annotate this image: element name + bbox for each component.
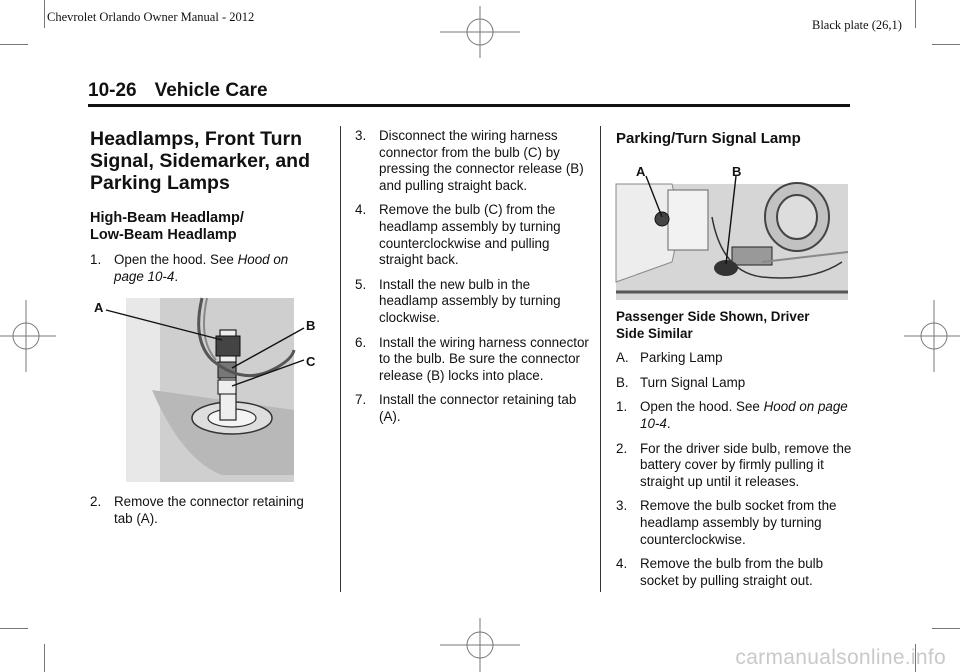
figure-label-a: A	[94, 300, 104, 315]
figure-label-b: B	[306, 318, 316, 333]
legend-a: A. Parking Lamp	[616, 350, 723, 366]
figure-caption: Passenger Side Shown, Driver Side Similar	[616, 309, 810, 341]
hood-link[interactable]: Hood on page 10-4	[114, 252, 289, 284]
step-6: 6. Install the wiring harness connector to the bulb. Be sure the connector release (B) locks into place.	[355, 334, 589, 383]
page-header	[88, 80, 268, 102]
headlamp-figure	[92, 290, 322, 484]
plate-label: Black plate (26,1)	[812, 18, 902, 32]
parking-lamp-heading: Parking/Turn Signal Lamp	[616, 130, 801, 147]
step-2: 2. For the driver side bulb, remove the battery cover by firmly pulling it straight up until it releases.	[616, 440, 852, 489]
column-1	[90, 128, 320, 293]
figure-label-b: B	[732, 164, 742, 179]
section-heading: Headlamps, Front Turn Signal, Sidemarker, and Parking Lamps	[90, 128, 311, 194]
column-divider-left	[340, 126, 341, 592]
legend-b: B. Turn Signal Lamp	[616, 374, 746, 390]
parking-lamp-figure	[612, 162, 850, 302]
column-1-lower	[90, 494, 320, 535]
step-3: 3. Remove the bulb socket from the headlamp assembly by turning counterclockwise.	[616, 498, 837, 547]
step-1: 1. Open the hood. See Hood on page 10-4.	[616, 399, 848, 431]
manual-title: Chevrolet Orlando Owner Manual - 2012	[47, 10, 255, 24]
step-3: 3. Disconnect the wiring harness connector from the bulb (C) by pressing the connector release (B) and pulling straight back.	[355, 128, 584, 193]
step-7: 7. Install the connector retaining tab (A).	[355, 392, 577, 424]
column-3-text	[616, 309, 852, 597]
step-4: 4. Remove the bulb from the bulb socket by pulling straight out.	[616, 556, 824, 588]
subsection-heading: High-Beam Headlamp/ Low-Beam Headlamp	[90, 210, 244, 243]
header-rule	[88, 104, 850, 107]
step-2: 2. Remove the connector retaining tab (A).	[90, 494, 304, 526]
column-2	[355, 128, 591, 434]
column-divider-right	[600, 126, 601, 592]
figure-label-a: A	[636, 164, 646, 179]
watermark: carmanualsonline.info	[735, 646, 946, 669]
step-4: 4. Remove the bulb (C) from the headlamp assembly by turning counterclockwise and pulling straight back.	[355, 202, 561, 268]
step-1: 1. Open the hood. See Hood on page 10-4.	[90, 252, 289, 284]
figure-label-c: C	[306, 354, 316, 369]
hood-link[interactable]: Hood on page 10-4	[640, 399, 848, 431]
section-title: Vehicle Care	[154, 80, 268, 101]
step-5: 5. Install the new bulb in the headlamp assembly by turning clockwise.	[355, 276, 561, 325]
page-number: 10-26	[88, 80, 137, 101]
